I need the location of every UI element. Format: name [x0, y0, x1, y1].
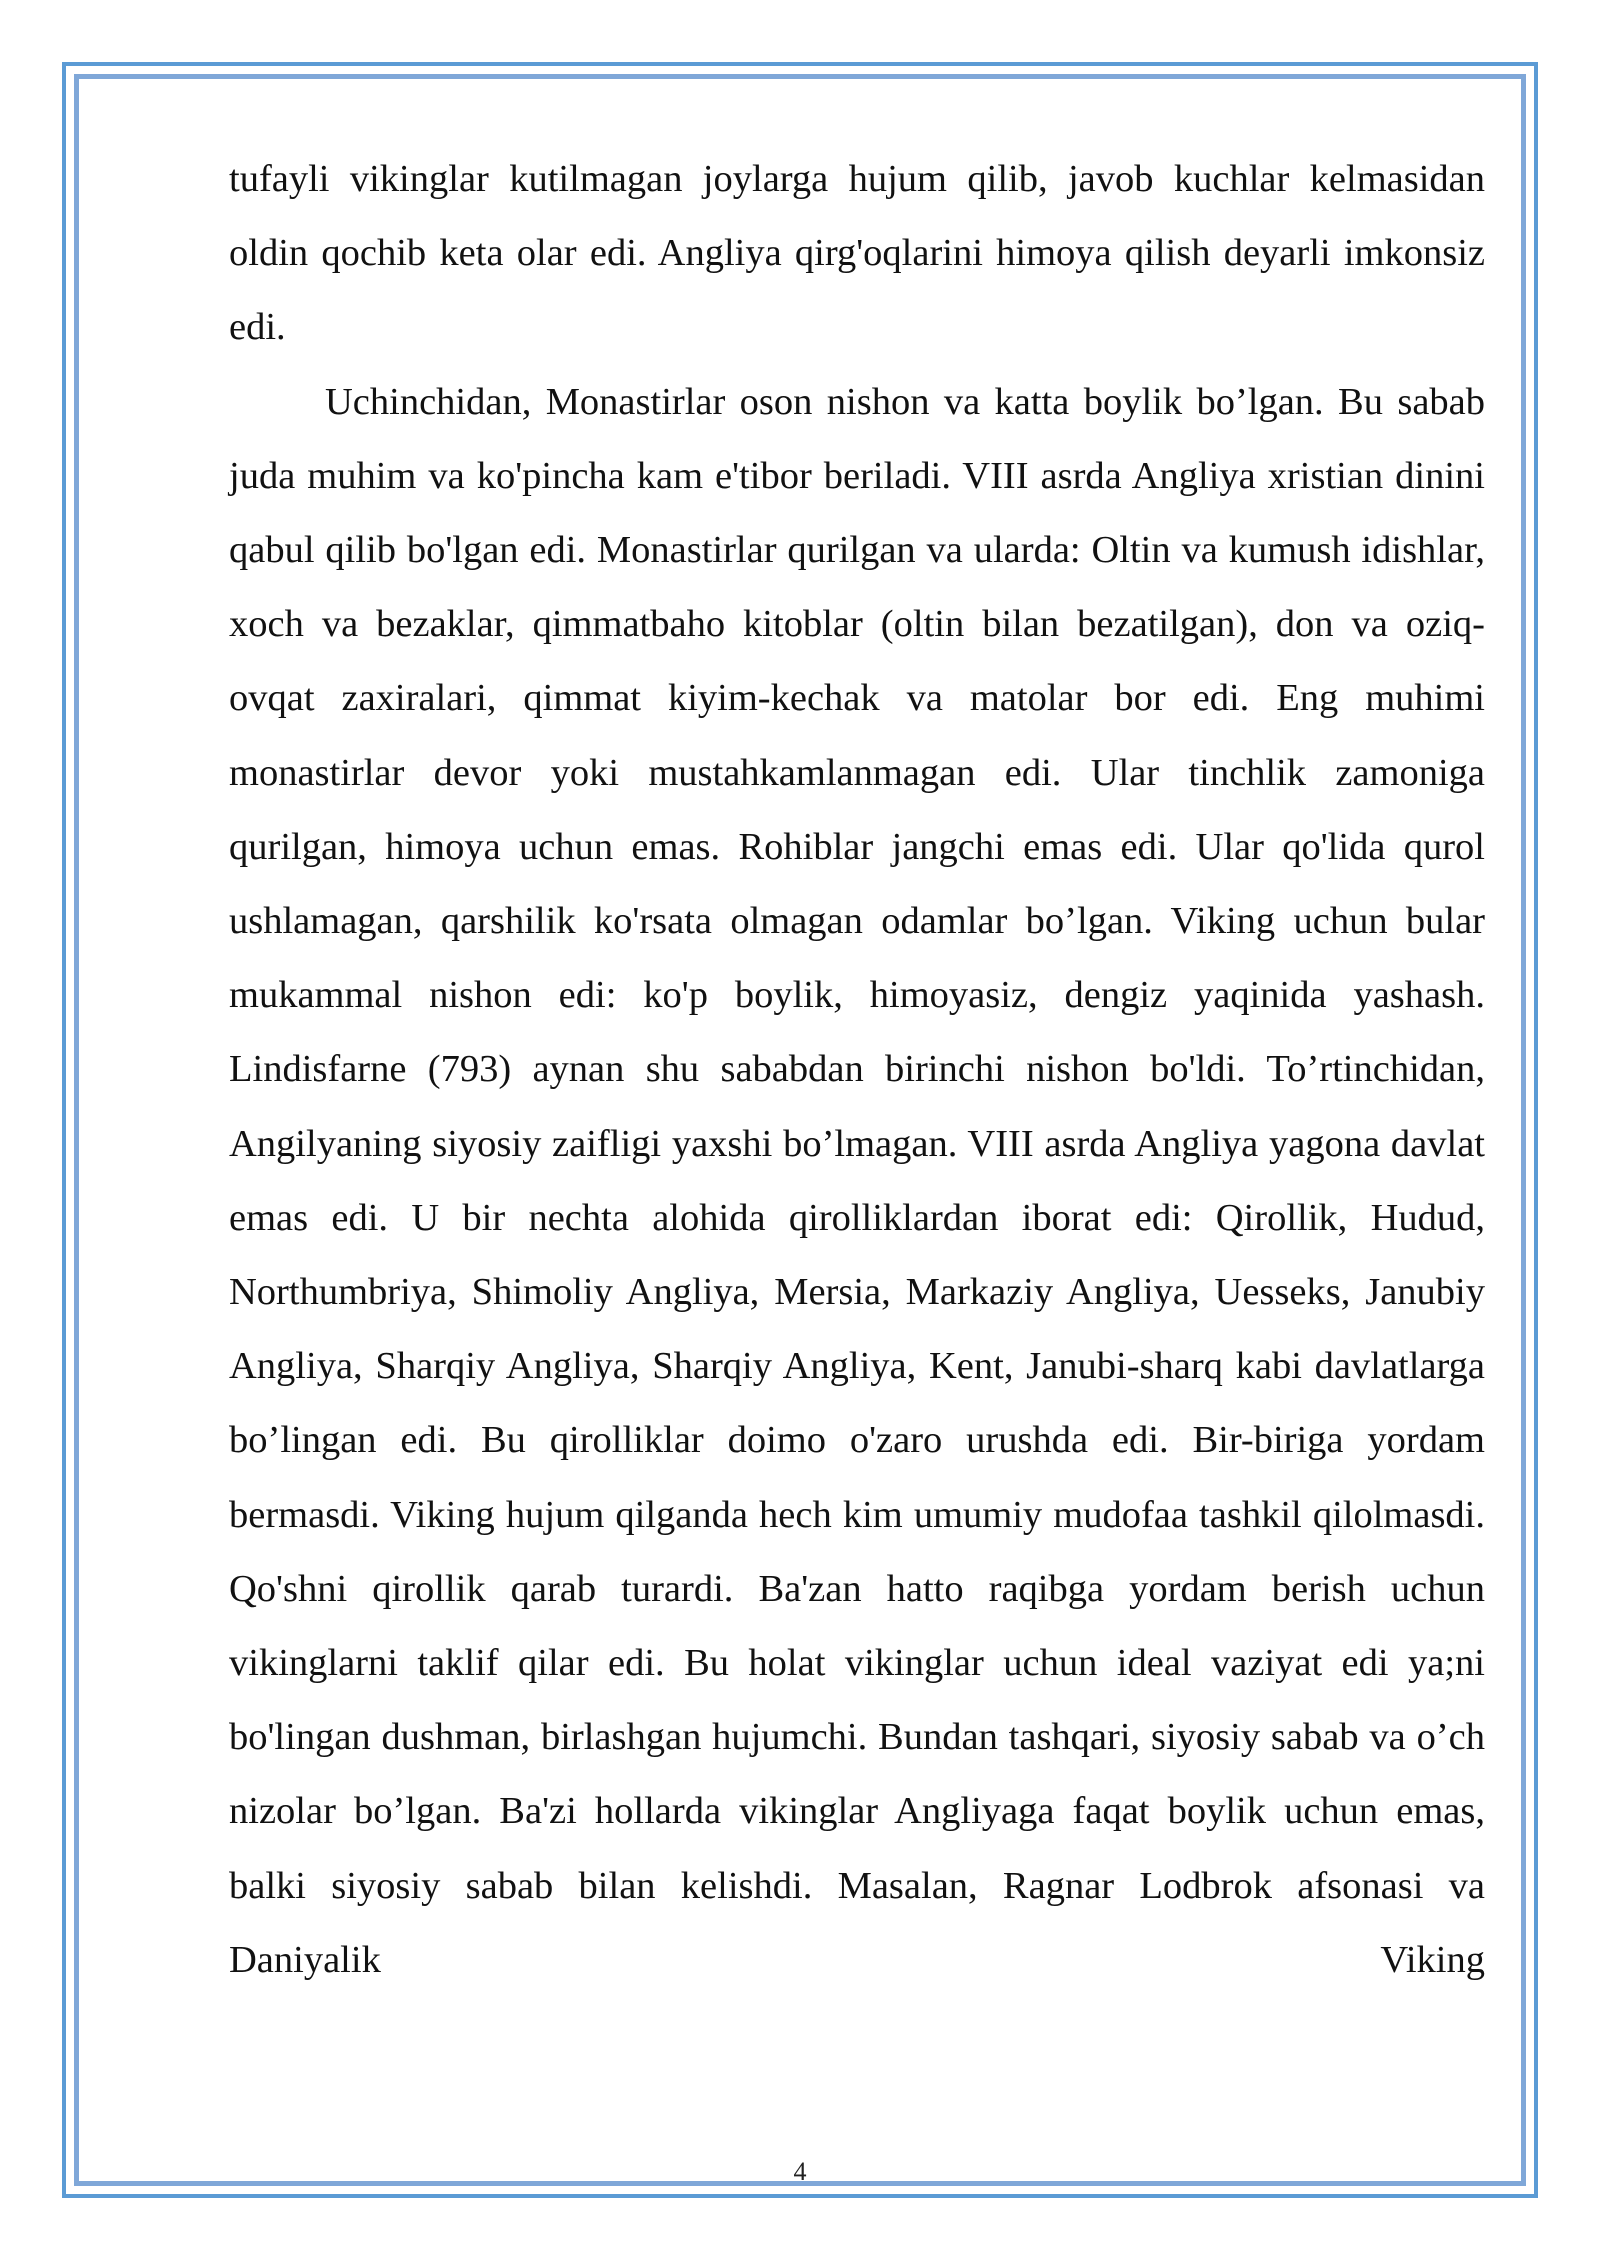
document-body [229, 142, 1485, 1997]
paragraph-main: Uchinchidan, Monastirlar oson nishon va katta boylik bo’lgan. Bu sabab juda muhim va ko'pincha kam e'tibor beriladi. VIII asrda Angliya xristian dinini qabul qilib bo'lgan edi. Monastirlar qurilgan va ularda: Oltin va kumush idishlar, xoch va bezaklar, qimmatbaho kitoblar (oltin bilan bezatilgan), don va oziq-ovqat zaxiralari, qimmat kiyim-kechak va matolar bor edi. Eng muhimi monastirlar devor yoki mustahkamlanmagan edi. Ular tinchlik zamoniga qurilgan, himoya uchun emas. Rohiblar jangchi emas edi. Ular qo'lida qurol ushlamagan, qarshilik ko'rsata olmagan odamlar bo’lgan. Viking uchun bular mukammal nishon edi: ko'p boylik, himoyasiz, dengiz yaqinida yashash. Lindisfarne (793) aynan shu sababdan birinchi nishon bo'ldi. To’rtinchidan, Angilyaning siyosiy zaifligi yaxshi bo’lmagan. VIII asrda Angliya yagona davlat emas edi. U bir nechta alohida qirolliklardan iborat edi: Qirollik, Hudud, Northumbriya, Shimoliy Angliya, Mersia, Markaziy Angliya, Uesseks, Janubiy Angliya, Sharqiy Angliya, Sharqiy Angliya, Kent, Janubi-sharq kabi davlatlarga bo’lingan edi. Bu qirolliklar doimo o'zaro urushda edi. Bir-biriga yordam bermasdi. Viking hujum qilganda hech kim umumiy mudofaa tashkil qilolmasdi. Qo'shni qirollik qarab turardi. Ba'zan hatto raqibga yordam berish uchun vikinglarni taklif qilar edi. Bu holat vikinglar uchun ideal vaziyat edi ya;ni bo'lingan dushman, birlashgan hujumchi. Bundan tashqari, siyosiy sabab va o’ch nizolar bo’lgan. Ba'zi hollarda vikinglar Angliyaga faqat boylik uchun emas, balki siyosiy sabab bilan kelishdi. Masalan, Ragnar Lodbrok afsonasi va Daniyalik Viking [229, 380, 1485, 1981]
paragraph-continuation: tufayli vikinglar kutilmagan joylarga hujum qilib, javob kuchlar kelmasidan oldin qochib keta olar edi. Angliya qirg'oqlarini himoya qilish deyarli imkonsiz edi. [229, 158, 1485, 349]
page-number: 4 [793, 2157, 807, 2186]
